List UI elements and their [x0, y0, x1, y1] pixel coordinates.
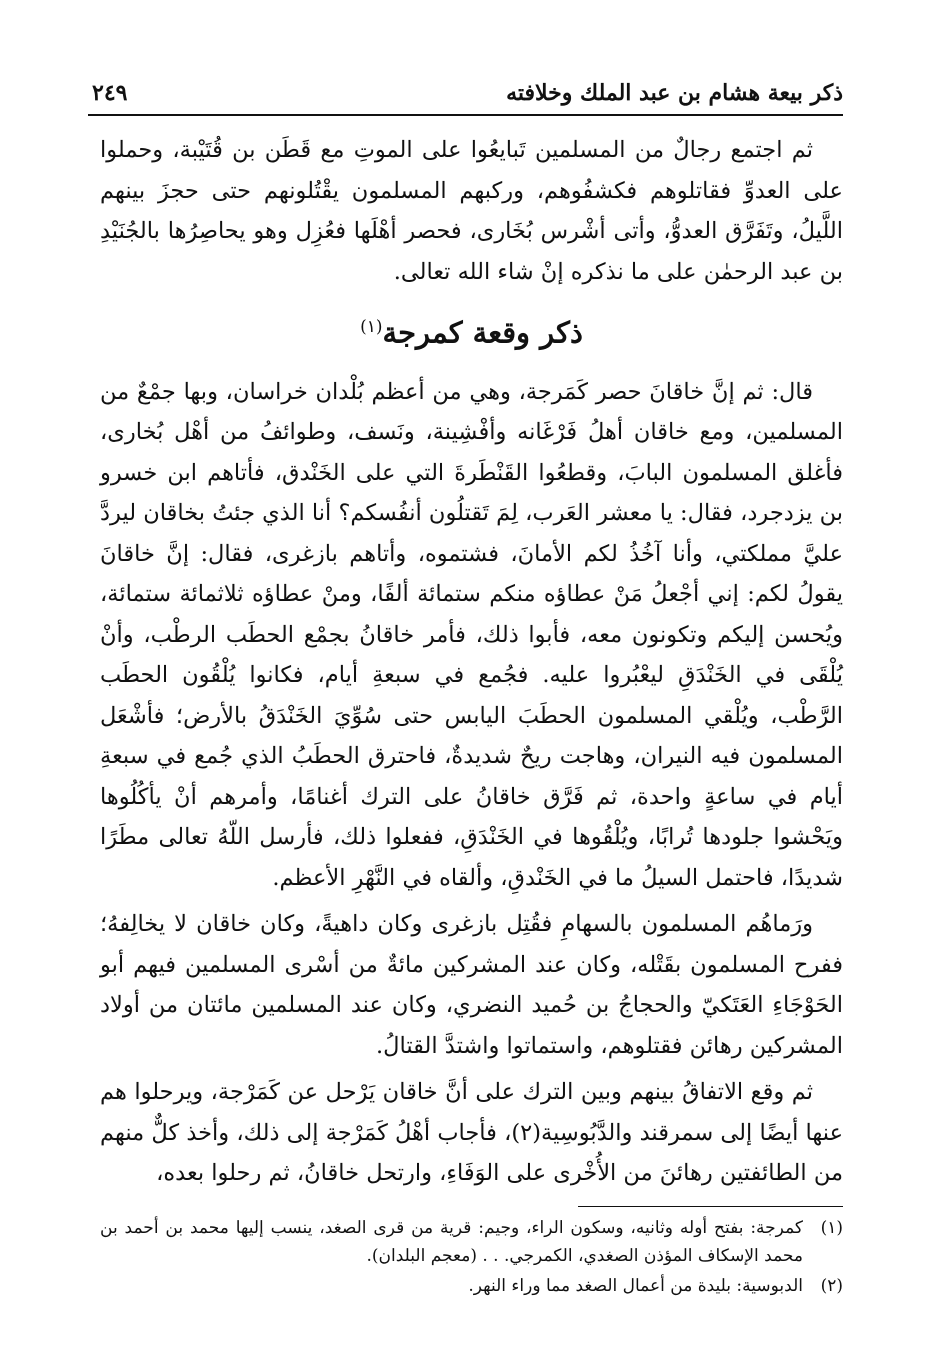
header-rule: [88, 114, 843, 116]
paragraph-1: ثم اجتمع رجالٌ من المسلمين تَبايعُوا على الموتِ مع قَطَن بن قُتَيْبة، وحملوا على العدوِّ فقاتلوهم فكشفُوهم، وركبهم المسلمون يقْتُلونهم حتى حجزَ بينهم اللَّيلُ، وتَفَرَّق العدوُّ، وأتى أشْرس بُخَارى، فحصر أهْلَها فعُزِل وهو يحاصِرُها بالجُنَيْدِ بن عبد الرحمٰن على ما نذكره إنْ شاء الله تعالى.: [100, 137, 843, 285]
section-heading-text: ذكر وقعة كمرجة: [382, 315, 583, 350]
paragraph-4: ثم وقع الاتفاقُ بينهم وبين الترك على أنَّ خاقان يَرْحل عن كَمَرْجة، ويرحلوا هم عنها أيضًا إلى سمرقند والدَّبُوسِية(٢)، فأجاب أهْلُ كَمَرْجة إلى ذلك، وأخذ كلٌّ منهم من الطائفتين رهائنَ من الأُخْرى على الوَفَاءِ، وارتحل خاقانُ، ثم رحلوا بعده،: [100, 1079, 843, 1187]
footnotes: [100, 1214, 843, 1302]
paragraph-2: قال: ثم إنَّ خاقانَ حصر كَمَرجة، وهي من أعظم بُلْدان خراسان، وبها جمْعٌ من المسلمين، ومع خاقان أهلُ فَرْغَانه وأفْشِينة، ونَسف، وطوائفُ من أهْل بُخارى، فأغلق المسلمون البابَ، وقطعُوا القَنْطَرةَ التي على الخَنْدق، فأتاهم ابن خسرو بن يزدجرد، فقال: يا معشر العَرب، لِمَ تَقتلُون أنفُسكم؟ أنا الذي جئتُ بخاقان ليردَّ عليَّ مملكتي، وأنا آخُذُ لكم الأمانَ، فشتموه، وأتاهم بازغرى، فقال: إنَّ خاقانَ يقولُ لكم: إني أجْعلُ مَنْ عطاؤه منكم ستمائة ألفًا، ومنْ عطاؤه ثلاثمائة ستمائة، ويُحسن إليكم وتكونون معه، فأبوا ذلك، فأمر خاقانُ بجمْع الحطَب الرطْب، وأنْ يُلْقَى في الخَنْدَقِ ليعْبُروا عليه. فجُمع في سبعةِ أيام، فكانوا يُلْقُون الحطَب الرَّطْب، ويُلْقي المسلمون الحطَبَ اليابس حتى سُوِّيَ الخَنْدَقُ بالأرض؛ فأشْعَل المسلمون فيه النيران، وهاجت ريحٌ شديدةٌ، فاحترق الحطَبُ الذي جُمع في سبعةِ أيام في ساعةٍ واحدة، ثم فَرَّق خاقانُ على الترك أغنامًا، وأمرهم أنْ يأكُلُوها ويَحْشوا جلودها تُرابًا، ويُلْقُوها في الخَنْدَقِ، ففعلوا ذلك، فأرسل اللّهُ تعالى مطَرًا شديدًا، فاحتمل السيلُ ما في الخَنْدقِ، وألقاه في النَّهْرِ الأعظم.: [100, 378, 843, 891]
footnote-1: [100, 1214, 843, 1270]
running-title: ذكر بيعة هشام بن عبد الملك وخلافته: [506, 80, 843, 106]
footnote-2-text: الدبوسية: بليدة من أعمال الصغد مما وراء النهر.: [468, 1276, 803, 1296]
footnote-2-number: (٢): [820, 1276, 843, 1296]
page-header: [92, 74, 843, 112]
section-heading: [100, 302, 843, 358]
footnote-1-text: كمرجة: بفتح أوله وثانيه، وسكون الراء، وجيم: قرية من قرى الصغد، ينسب إليها محمد بن أحمد بن محمد الإسكاف المؤذن الصغدي، الكمرجي. . . (معجم البلدان).: [100, 1218, 803, 1266]
heading-footnote-ref: (١): [360, 317, 383, 337]
footnote-rule: [578, 1206, 843, 1207]
paragraph-3: ورَماهُم المسلمون بالسهامِ فقُتِل بازغرى وكان داهيةً، وكان خاقان لا يخالِفهُ؛ ففرح المسلمون بقَتْله، وكان عند المشركين مائةٌ من أسْرى المسلمين فيهم أبو الحَوْجَاءِ العَتَكيّ والحجاجُ بن حُميد النضري، وكان عند المسلمين مائتان من أولاد المشركين رهائن فقتلوهم، واستماتوا واشتدَّ القتالُ.: [100, 911, 843, 1059]
footnote-2: [100, 1272, 843, 1300]
footnote-1-number: (١): [820, 1218, 843, 1238]
page-number: ٢٤٩: [92, 80, 128, 106]
main-text: [100, 130, 843, 1200]
